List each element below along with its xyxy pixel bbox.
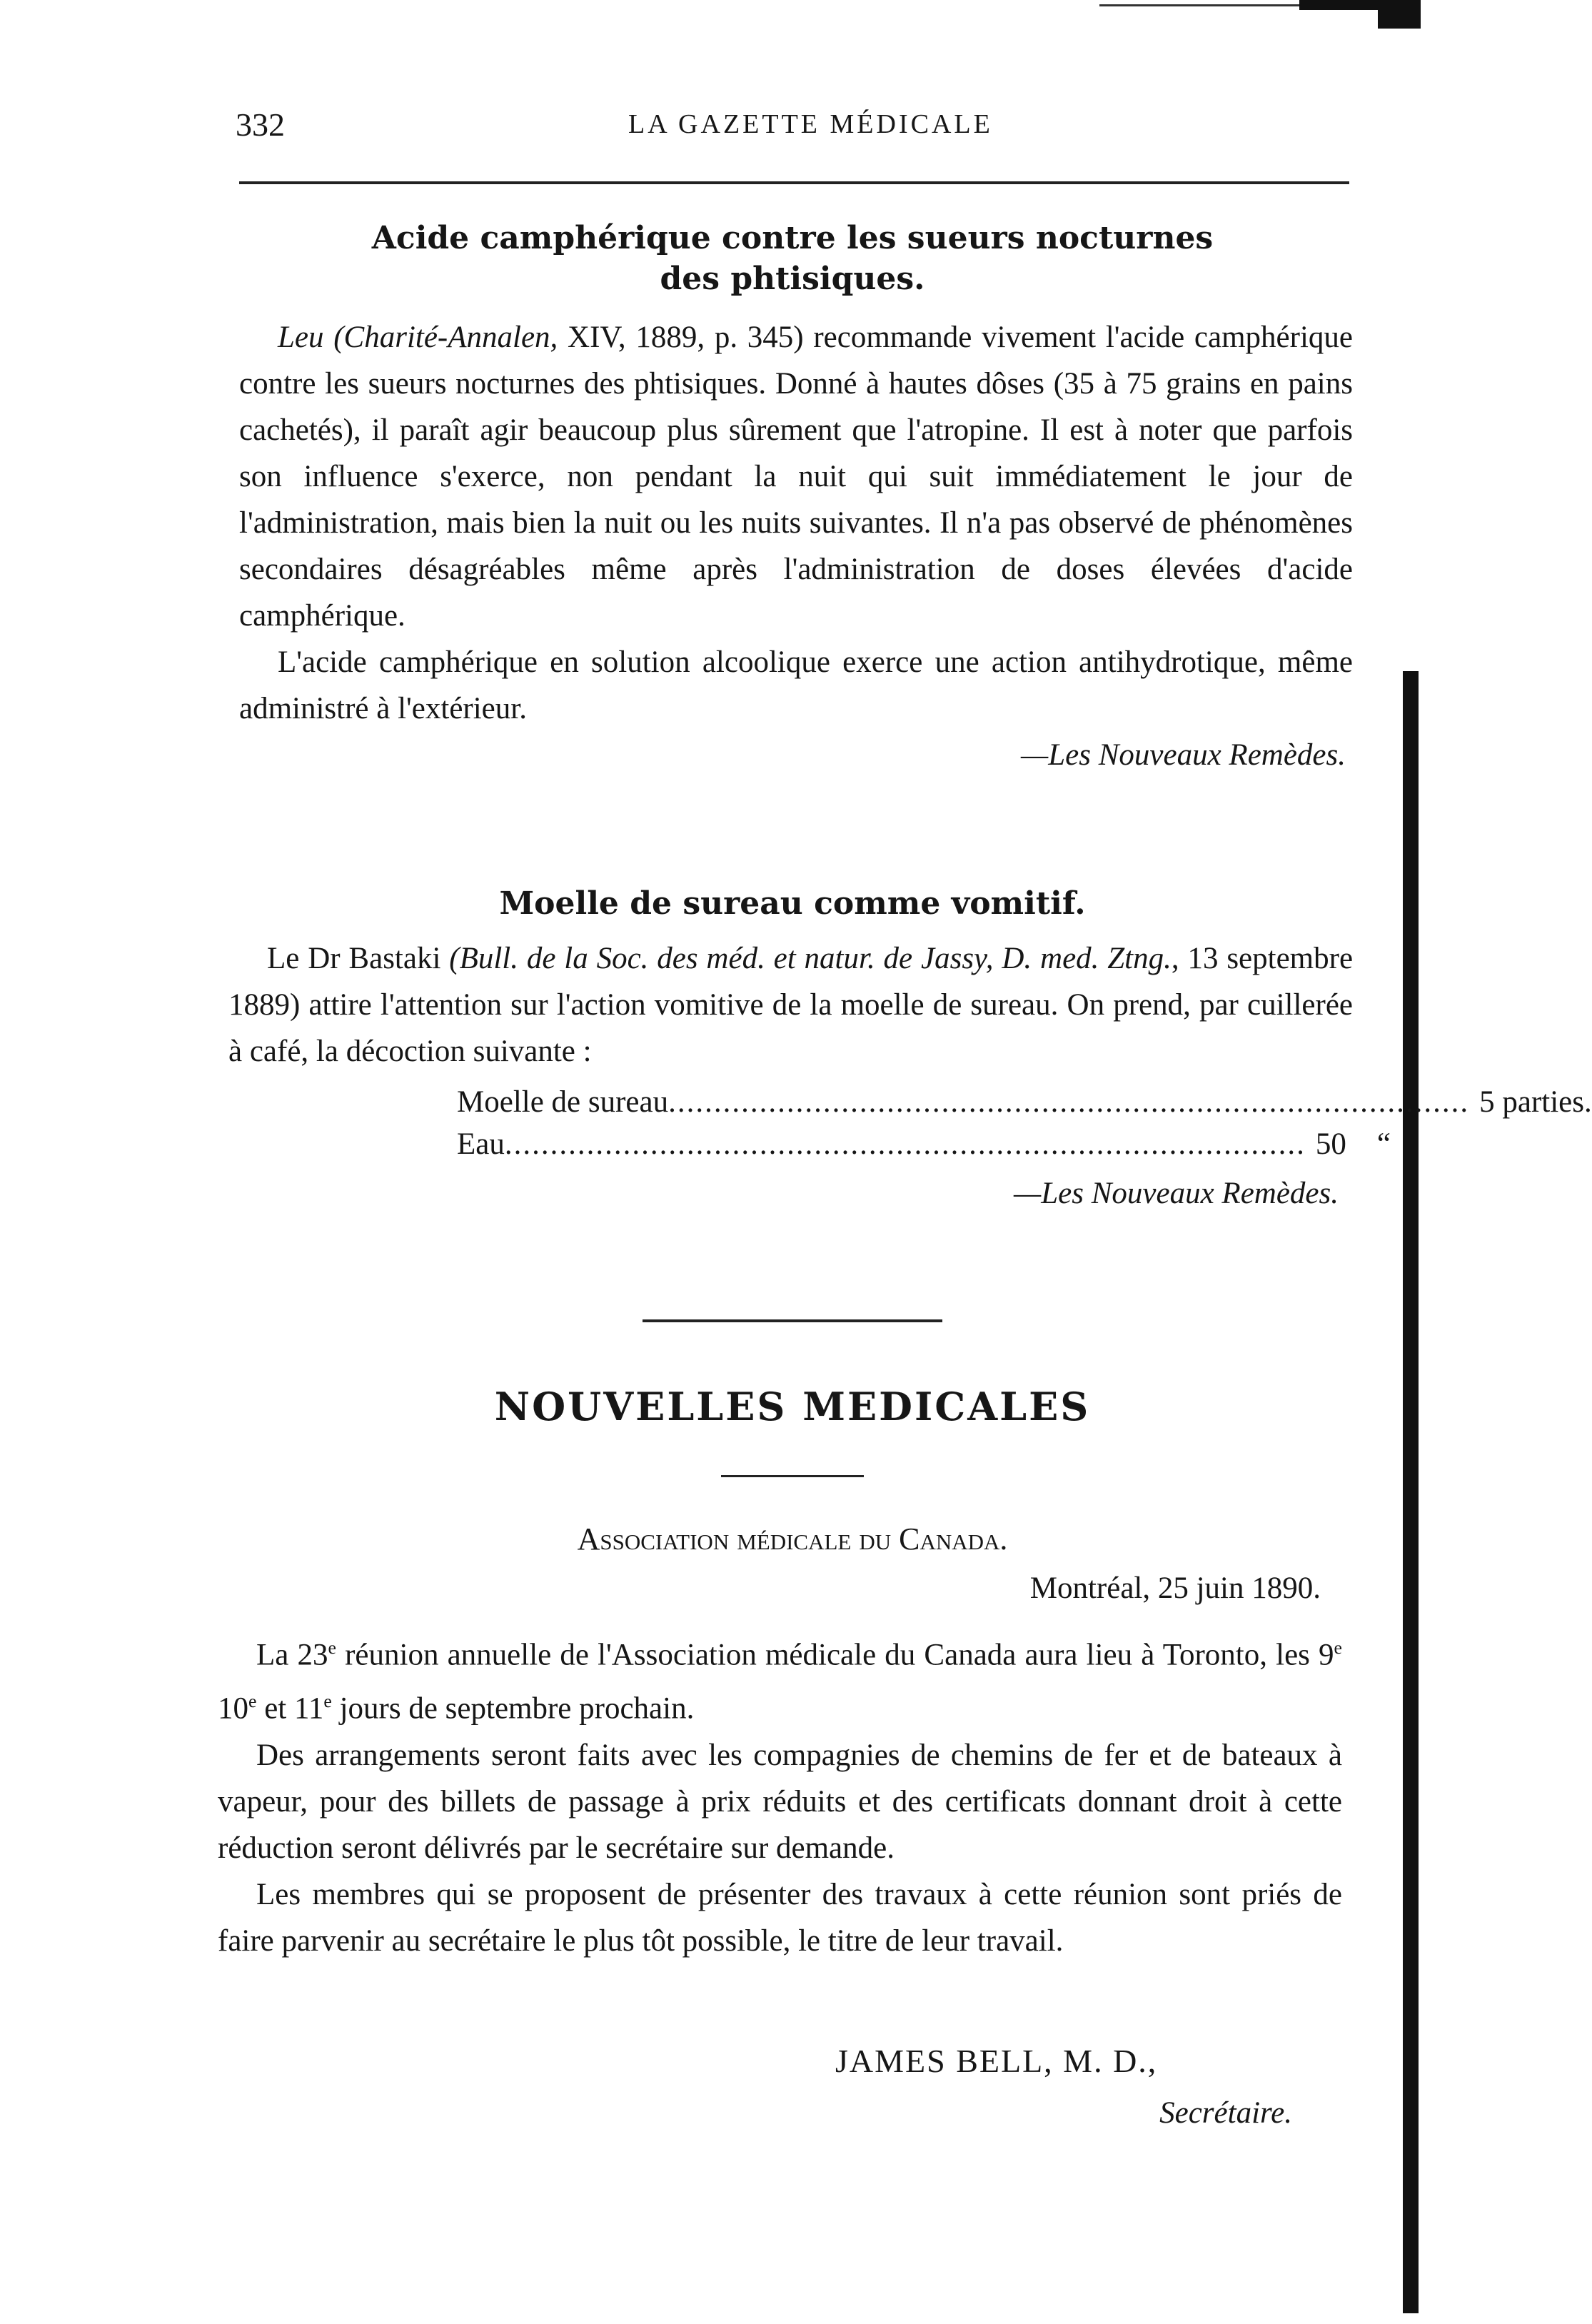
source-citation: —Les Nouveaux Remèdes. (1021, 738, 1346, 772)
superscript: e (328, 1637, 336, 1658)
paragraph (218, 1624, 1342, 1732)
dateline: Montréal, 25 juin 1890. (1029, 1571, 1321, 1605)
recipe-list (457, 1085, 1592, 1162)
superscript: e (248, 1691, 257, 1712)
signature-title: Secrétaire. (1159, 2096, 1292, 2130)
page-number: 332 (236, 106, 285, 143)
article-title-camphoric (236, 220, 1349, 297)
article-title-sureau: Moelle de sureau comme vomitif. (499, 885, 1086, 922)
article-title-line-1: Acide camphérique contre les sueurs nocturnes (371, 220, 1214, 256)
citation-source: (Bull. de la Soc. des méd. et natur. de Jassy, D. med. Ztng. (449, 942, 1172, 975)
paragraph-text: La 23 (256, 1638, 328, 1672)
citation-author: Leu (278, 321, 324, 354)
recipe-ingredient: Eau (457, 1127, 505, 1161)
paragraph-text: , 13 septembre 1889) attire l'attention sur l'action vomitive de la moelle de sureau. On prend, par cuillerée à café, la décoction suivante : (228, 942, 1354, 1068)
superscript: e (323, 1691, 332, 1712)
section-title-rule (721, 1475, 864, 1477)
paragraph-text: jours de septembre prochain. (331, 1691, 695, 1726)
paragraph (228, 935, 1353, 1075)
leader-dots: ........................................................................................ (668, 1085, 1470, 1119)
paragraph-text: et 11 (256, 1691, 324, 1726)
section-divider (643, 1319, 942, 1322)
recipe-item (457, 1085, 1592, 1120)
recipe-item (457, 1127, 1391, 1162)
article-body-sureau (228, 935, 1592, 1211)
paragraph-text: réunion annuelle de l'Association médicale du Canada aura lieu à Toronto, les 9 (336, 1638, 1334, 1672)
header-rule (239, 181, 1349, 184)
running-head: LA GAZETTE MÉDICALE (628, 109, 993, 139)
signature-name: JAMES BELL, M. D., (835, 2043, 1158, 2079)
paragraph: Les membres qui se proposent de présenter des travaux à cette réunion sont priés de faire parvenir au secrétaire le plus tôt possible, le titre de leur travail. (218, 1877, 1342, 1958)
article-body-camphoric (239, 314, 1353, 773)
paragraph: L'acide camphérique en solution alcoolique exerce une action antihydrotique, même administré à l'extérieur. (239, 645, 1353, 725)
scan-corner-mark (1099, 0, 1421, 34)
paragraph-text: Le Dr Bastaki (267, 942, 450, 975)
paragraph-text: 10 (218, 1691, 248, 1726)
section-body (218, 1624, 1342, 1964)
article-title-line-2: des phtisiques. (660, 261, 925, 297)
recipe-amount: 5 parties. (1479, 1085, 1592, 1119)
paragraph (239, 314, 1353, 639)
section-title: NOUVELLES MEDICALES (494, 1384, 1091, 1429)
recipe-ingredient: Moelle de sureau (457, 1085, 669, 1119)
scan-edge-bar (1403, 671, 1419, 2313)
source-citation: —Les Nouveaux Remèdes. (1014, 1177, 1339, 1210)
superscript: e (1334, 1637, 1342, 1658)
paragraph-text: XIV, 1889, p. 345) recommande vivement l'acide camphérique contre les sueurs nocturnes des phtisiques. Donné à hautes dôses (35 à 75 grains en pains cachetés), il paraît agir beaucoup plus sûrement que l'atropine. Il est à noter que parfois son influence s'exerce, non pendant la nuit qui suit immédiatement le jour de l'administration, mais bien la nuit ou les nuits suivantes. Il n'a pas observé de phénomènes secondaires désagréables même après l'administration de doses élevées d'acide camphérique. (239, 321, 1353, 633)
section-subtitle: Association médicale du Canada. (577, 1521, 1008, 1556)
paragraph: Des arrangements seront faits avec les compagnies de chemins de fer et de bateaux à vapeur, pour des billets de passage à prix réduits et des certificats donnant droit à cette réduction seront délivrés par le secrétaire sur demande. (218, 1738, 1342, 1865)
leader-dots: ........................................................................................ (504, 1127, 1306, 1161)
citation-source: (Charité-Annalen, (333, 321, 558, 354)
recipe-amount: 50 “ (1315, 1127, 1391, 1161)
